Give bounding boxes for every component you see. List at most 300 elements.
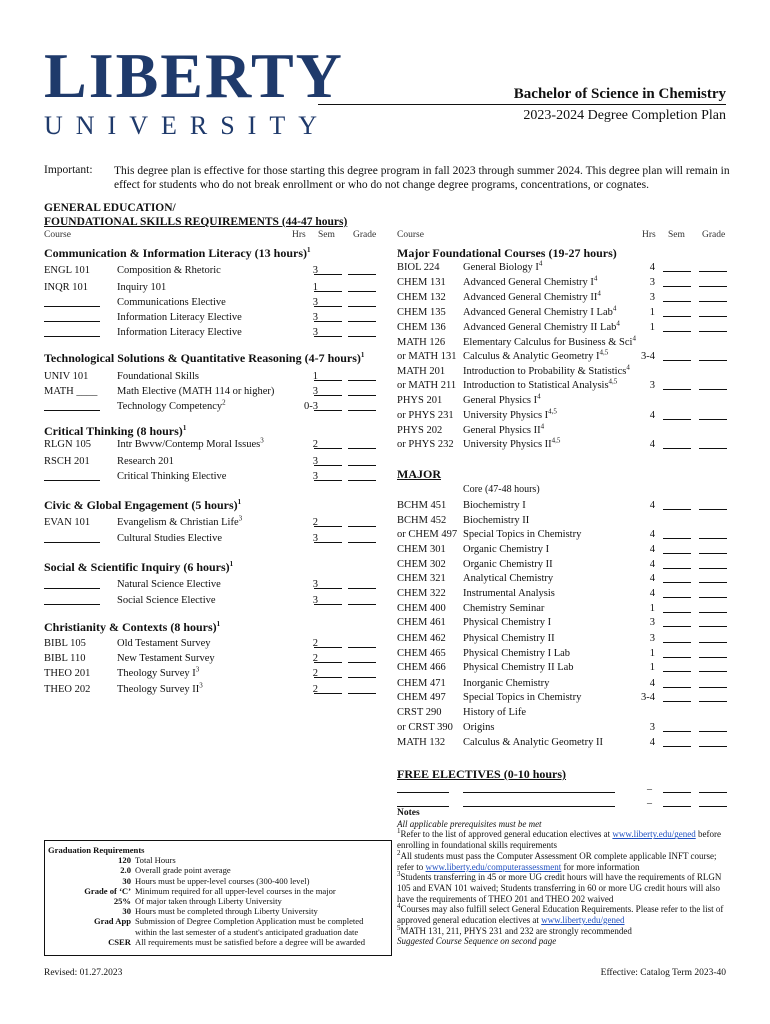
course-row [397,291,727,305]
course-code: MATH 132 [397,737,446,748]
semester-blank[interactable] [663,528,691,539]
graduation-requirement-key: CSER [108,936,131,947]
course-name-footnote: 3 [260,436,264,445]
free-elective-code-blank-1[interactable] [397,784,449,793]
semester-blank[interactable] [314,683,342,694]
course-name [117,637,211,651]
semester-blank[interactable] [663,736,691,747]
course-row [44,326,379,340]
semester-blank[interactable] [314,281,342,292]
course-name [463,438,560,452]
course-hrs: 1 [649,662,655,673]
col-header-course-right: Course [397,230,424,240]
course-name [463,306,616,320]
course-name [463,514,529,528]
grade-blank[interactable] [348,667,376,678]
grade-blank[interactable] [699,438,727,449]
gened-heading-line1: GENERAL EDUCATION/ [44,202,176,214]
gened-heading [44,201,347,229]
course-name-text: Elementary Calculus for Business & Sci [463,337,633,348]
major-foundational-title: Major Foundational Courses (19-27 hours) [397,246,617,260]
grade-blank[interactable] [348,370,376,381]
semester-blank[interactable] [663,632,691,643]
course-hrs: 1 [649,322,655,333]
semester-blank[interactable] [314,578,342,589]
grade-blank[interactable] [699,677,727,688]
course-code: CHEM 400 [397,603,446,614]
course-hrs: 4 [649,439,655,450]
course-hrs: 1 [649,603,655,614]
graduation-requirements-list [45,855,391,947]
semester-blank[interactable] [663,647,691,658]
notes-prereq: All applicable prerequisites must be met [397,818,542,829]
semester-blank[interactable] [663,691,691,702]
grade-blank[interactable] [699,558,727,569]
semester-blank[interactable] [314,455,342,466]
grade-blank[interactable] [699,543,727,554]
grade-blank[interactable] [348,532,376,543]
grade-blank[interactable] [348,385,376,396]
course-row [397,438,727,452]
graduation-requirement-row [45,886,391,896]
course-name-footnote: 3 [199,681,203,690]
semester-blank[interactable] [663,276,691,287]
course-row [44,470,379,484]
grade-blank[interactable] [348,652,376,663]
course-name-text: Advanced General Chemistry I [463,277,594,288]
semester-blank[interactable] [314,438,342,449]
course-name [117,385,274,399]
course-hrs: 3 [649,722,655,733]
course-name-text: Inquiry 101 [117,282,167,293]
semester-blank[interactable] [663,572,691,583]
course-row [397,706,727,720]
note-2-text: All students must pass the Computer Assessment OR complete applicable INFT course; refer to [397,850,717,872]
course-name [117,455,174,469]
course-name-text: Technology Competency [117,401,223,412]
graduation-requirement-value: Hours must be completed through Liberty University [135,906,318,917]
note-5-text: MATH 131, 211, PHYS 231 and 232 are strongly recommended [400,925,632,936]
semester-blank[interactable] [314,652,342,663]
course-hrs: 3 [312,595,318,606]
course-hrs: 4 [649,588,655,599]
grade-blank[interactable] [699,632,727,643]
grade-blank[interactable] [348,311,376,322]
course-name-text: Advanced General Chemistry II [463,292,598,303]
course-code: RLGN 105 [44,439,91,450]
course-hrs: 0-3 [304,401,318,412]
notes-block [397,808,727,947]
course-name-footnote: 4,5 [599,348,609,357]
graduation-requirement-row [45,927,391,937]
gened-section-title [44,620,220,635]
course-name-text: Instrumental Analysis [463,588,555,599]
free-elective-sem-blank-1[interactable] [663,784,691,793]
course-name-text: New Testament Survey [117,653,215,664]
semester-blank[interactable] [314,667,342,678]
grade-blank[interactable] [348,470,376,481]
course-code: or CHEM 497 [397,529,458,540]
course-row [44,683,379,697]
course-code: CHEM 135 [397,307,446,318]
free-elective-name-blank-2[interactable] [463,798,615,807]
graduation-requirement-key: 30 [122,906,131,917]
gened-section-title [44,246,310,261]
course-row [44,311,379,325]
graduation-requirement-value: Total Hours [135,855,176,866]
grade-blank[interactable] [348,400,376,411]
course-name [117,667,199,681]
course-name [117,652,215,666]
course-hrs: 4 [649,678,655,689]
course-hrs: 3 [649,277,655,288]
grade-blank[interactable] [348,637,376,648]
course-name [117,311,242,325]
course-hrs: 4 [649,262,655,273]
course-hrs: 3 [312,456,318,467]
semester-blank[interactable] [314,470,342,481]
grade-blank[interactable] [699,736,727,747]
course-name-text: Foundational Skills [117,371,199,382]
course-code: or PHYS 232 [397,439,454,450]
course-hrs: 4 [649,544,655,555]
course-name [463,602,544,616]
grade-blank[interactable] [348,683,376,694]
course-name-footnote: 4 [626,363,630,372]
col-header-course-left: Course [44,230,71,240]
grade-blank[interactable] [699,291,727,302]
gened-section-footnote: 1 [360,351,365,359]
semester-blank[interactable] [314,385,342,396]
semester-blank[interactable] [663,721,691,732]
logo-wordmark-bottom: UNIVERSITY [44,111,330,140]
course-hrs: 1 [649,307,655,318]
course-name-footnote: 4,5 [608,377,618,386]
course-row [44,532,379,546]
graduation-requirements-box [44,840,392,956]
course-code: MATH ____ [44,386,98,397]
course-name [117,594,216,608]
course-row [397,736,727,750]
course-code: PHYS 202 [397,425,443,436]
gened-section-title-text: Technological Solutions & Quantitative Reasoning (4-7 hours) [44,351,361,365]
note-4-text: Courses may also fulfill select General Education Requirements. Please refer to the list of approved general education electives at [397,904,724,926]
semester-blank[interactable] [663,677,691,688]
course-name [463,616,551,630]
course-hrs: 3 [312,327,318,338]
semester-blank[interactable] [314,594,342,605]
course-code: CHEM 471 [397,678,446,689]
graduation-requirement-key: 25% [113,895,131,906]
note-1-link[interactable]: www.liberty.edu/gened [612,829,696,840]
course-name-text: Composition & Rhetoric [117,265,221,276]
col-header-sem-left: Sem [318,230,335,240]
course-name-text: Introduction to Statistical Analysis [463,380,609,391]
course-name-text: Research 201 [117,456,174,467]
grade-blank[interactable] [699,602,727,613]
course-name [463,647,570,661]
course-name [463,543,549,557]
course-hrs: 2 [312,517,318,528]
course-name-footnote: 3 [195,665,200,674]
note-3: $^3$Students transferring in 45 or more UG credit hours will have the requirements of RLGN 105 and EVAN 101 waived; Students transferring in 60 or more UG credit hours will also have the requirements of THEO 201 and THEO 202 waived [397,870,722,904]
course-name-text: Critical Thinking Elective [117,471,227,482]
grade-blank[interactable] [699,306,727,317]
semester-blank[interactable] [663,438,691,449]
course-name [463,706,526,720]
gened-section-title-text: Civic & Global Engagement (5 hours) [44,498,238,512]
free-elective-hrs-1: _ [647,780,652,791]
course-hrs: 2 [312,439,318,450]
semester-blank[interactable] [663,306,691,317]
course-name [117,400,226,414]
course-row [44,578,379,592]
semester-blank[interactable] [314,516,342,527]
grade-blank[interactable] [699,379,727,390]
gened-section-footnote: 1 [237,498,242,506]
course-code: CHEM 322 [397,588,446,599]
graduation-requirement-value: Of major taken through Liberty University [135,895,282,906]
note-4: $^4$Courses may also fulfill select General Education Requirements. Please refer to the list of approved general education electives at www.liberty.edu/gened [397,902,724,926]
gened-section-title [44,498,241,513]
course-name [117,516,242,530]
gened-section-title [44,424,186,439]
course-hrs: 4 [649,500,655,511]
course-name-text: Analytical Chemistry [463,573,554,584]
graduation-requirement-key: 120 [118,855,131,866]
course-row [397,661,727,675]
course-name-text: Advanced General Chemistry II Lab [463,322,617,333]
course-name-text: Physical Chemistry I Lab [463,648,571,659]
free-elective-sem-blank-2[interactable] [663,798,691,807]
semester-blank[interactable] [663,379,691,390]
grade-blank[interactable] [699,661,727,672]
course-name [463,261,542,275]
course-hrs: 4 [649,559,655,570]
graduation-requirement-key: 30 [122,875,131,886]
semester-blank[interactable] [314,264,342,275]
semester-blank[interactable] [663,321,691,332]
course-code: or MATH 211 [397,380,457,391]
note-1-text: Refer to the list of approved general education electives at [400,829,613,840]
course-name [463,528,581,542]
grade-blank[interactable] [348,594,376,605]
gened-section-footnote: 1 [216,620,221,628]
course-row [397,721,727,735]
grade-blank[interactable] [348,578,376,589]
grade-blank[interactable] [699,276,727,287]
semester-blank[interactable] [663,291,691,302]
course-row [397,350,727,364]
course-code: UNIV 101 [44,371,89,382]
graduation-requirement-key: Grade of ‘C’ [84,885,131,896]
course-hrs: 3 [312,265,318,276]
semester-blank[interactable] [663,543,691,554]
course-row [44,385,379,399]
course-name-text: Theology Survey II [117,684,200,695]
grade-blank[interactable] [348,281,376,292]
grade-blank[interactable] [699,409,727,420]
course-code: MATH 126 [397,337,446,348]
course-name-text: Biochemistry II [463,515,530,526]
grade-blank[interactable] [348,264,376,275]
course-name-text: General Physics I [463,395,538,406]
course-name-text: Special Topics in Chemistry [463,692,582,703]
gened-section-footnote: 1 [229,560,234,568]
course-code: BCHM 451 [397,500,447,511]
graduation-requirement-value: Overall grade point average [135,865,231,876]
course-code: PHYS 201 [397,395,443,406]
graduation-requirement-value: within the last semester of a student's anticipated graduation date [135,926,359,937]
free-elective-name-blank-1[interactable] [463,784,615,793]
grade-blank[interactable] [348,516,376,527]
course-name [463,409,557,423]
course-code: MATH 201 [397,366,446,377]
course-code [44,532,100,548]
course-row [397,572,727,586]
grade-blank[interactable] [348,296,376,307]
course-code: ENGL 101 [44,265,90,276]
course-name-text: History of Life [463,707,526,718]
semester-blank[interactable] [663,409,691,420]
course-hrs: 3 [312,533,318,544]
semester-blank[interactable] [314,532,342,543]
course-row [44,667,379,681]
note-3-text: Students transferring in 45 or more UG credit hours will have the requirements of RLGN 105 and EVAN 101 waived; Students transferring in 60 or more UG credit hours will also have the requirements of THEO 201 and THEO 202 waived [397,872,722,904]
course-row [397,514,727,528]
course-hrs: 2 [312,684,318,695]
free-elective-hrs-2: _ [647,794,652,805]
course-hrs: 3 [649,292,655,303]
course-code: CHEM 461 [397,617,446,628]
course-hrs: 4 [649,573,655,584]
col-header-grade-right: Grade [702,230,726,240]
course-name [117,281,166,295]
grade-blank[interactable] [348,438,376,449]
free-elective-grade-blank-2[interactable] [699,798,727,807]
free-elective-grade-blank-1[interactable] [699,784,727,793]
course-name [463,379,617,393]
course-code: BIOL 224 [397,262,440,273]
note-4-link[interactable]: www.liberty.edu/gened [541,915,625,926]
gened-section-footnote: 1 [182,424,187,432]
semester-blank[interactable] [663,261,691,272]
graduation-requirement-row [45,865,391,875]
grade-blank[interactable] [699,321,727,332]
course-name-text: Calculus & Analytic Geometry II [463,737,603,748]
course-hrs: 2 [312,668,318,679]
grade-blank[interactable] [699,528,727,539]
course-hrs: 3 [312,312,318,323]
semester-blank[interactable] [314,400,342,411]
grade-blank[interactable] [699,499,727,510]
course-hrs: 3 [649,633,655,644]
course-name-text: General Biology I [463,262,539,273]
course-name-text: Old Testament Survey [117,638,211,649]
course-code: CHEM 302 [397,559,446,570]
semester-blank[interactable] [663,602,691,613]
semester-blank[interactable] [663,350,691,361]
course-code: or PHYS 231 [397,410,454,421]
grade-blank[interactable] [699,616,727,627]
course-name [463,321,620,335]
course-name-text: University Physics II [463,439,552,450]
course-row [44,438,379,452]
course-name [463,677,549,691]
grade-blank[interactable] [699,587,727,598]
grade-blank[interactable] [699,721,727,732]
grade-blank[interactable] [348,326,376,337]
course-name-footnote: 4 [593,274,598,283]
course-name-footnote: 4,5 [548,407,557,416]
semester-blank[interactable] [314,311,342,322]
course-row [397,336,727,350]
core-subheading: Core (47-48 hours) [463,484,540,495]
semester-blank[interactable] [663,558,691,569]
gened-heading-line2: FOUNDATIONAL SKILLS REQUIREMENTS (44-47 hours) [44,216,348,228]
free-elective-code-blank-2[interactable] [397,798,449,807]
course-row [397,543,727,557]
graduation-requirement-value: Hours must be upper-level courses (300-400 level) [135,875,310,886]
grade-blank[interactable] [348,455,376,466]
course-name [117,370,199,384]
important-label: Important: [44,164,93,176]
course-name [463,365,630,379]
course-row [44,281,379,295]
note-2-link[interactable]: www.liberty.edu/computerassessment [425,861,562,872]
course-name [117,296,226,310]
course-name [117,532,222,546]
course-name [463,587,555,601]
grade-blank[interactable] [699,261,727,272]
course-name-text: Origins [463,722,495,733]
course-hrs: 1 [312,282,318,293]
course-hrs: 3 [312,579,318,590]
course-code: or CRST 390 [397,722,453,733]
semester-blank[interactable] [663,499,691,510]
course-name [117,438,264,452]
grade-blank[interactable] [699,647,727,658]
course-code: THEO 202 [44,684,91,695]
course-name-footnote: 2 [222,398,226,407]
note-2: $^2$All students must pass the Computer Assessment OR complete applicable INFT course; refer to www.liberty.edu/computerassessment for more information [397,848,717,872]
grade-blank[interactable] [699,572,727,583]
course-code: BIBL 110 [44,653,86,664]
semester-blank[interactable] [314,326,342,337]
semester-blank[interactable] [314,637,342,648]
course-name-text: Advanced General Chemistry I Lab [463,307,613,318]
course-row [397,261,727,275]
semester-blank[interactable] [314,370,342,381]
semester-blank[interactable] [663,587,691,598]
course-name [117,470,226,484]
course-name-text: General Physics II [463,425,541,436]
semester-blank[interactable] [663,616,691,627]
grade-blank[interactable] [699,691,727,702]
course-hrs: 1 [649,648,655,659]
course-hrs: 3 [312,386,318,397]
course-code [44,400,100,416]
col-header-grade-left: Grade [353,230,377,240]
graduation-requirement-row [45,906,391,916]
semester-blank[interactable] [663,661,691,672]
course-name [117,578,221,592]
course-name [463,276,597,290]
course-name-text: Theology Survey I [117,668,196,679]
semester-blank[interactable] [314,296,342,307]
gened-section-title-text: Critical Thinking (8 hours) [44,424,183,438]
grade-blank[interactable] [699,350,727,361]
